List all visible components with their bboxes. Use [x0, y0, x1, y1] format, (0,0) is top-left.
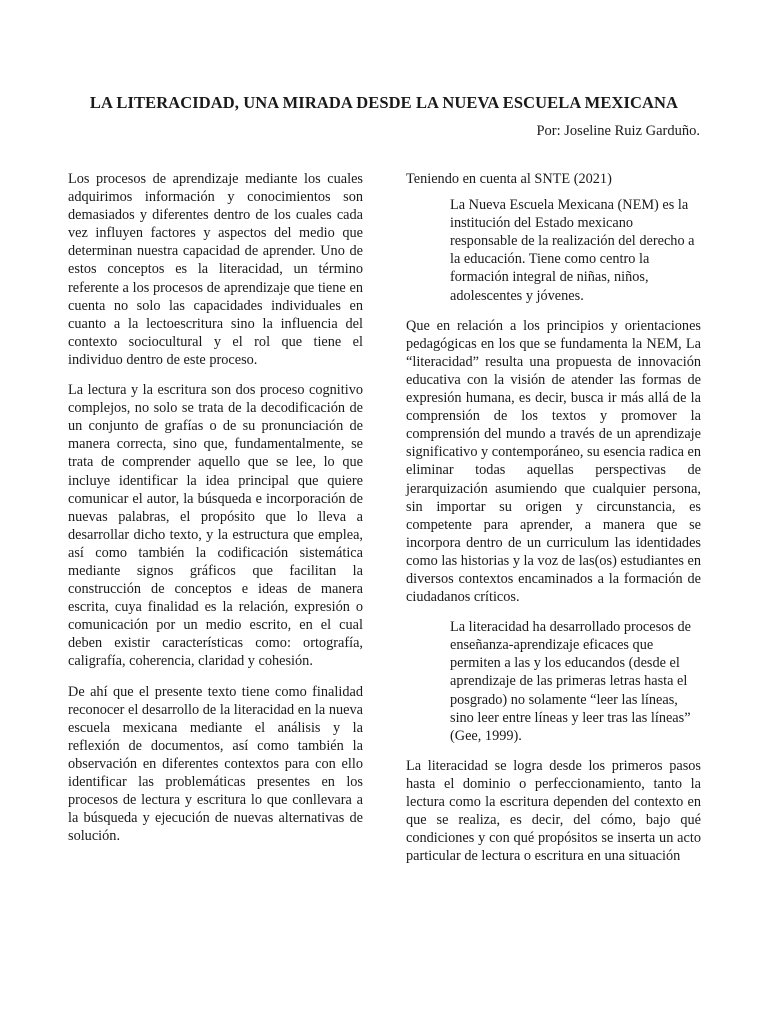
paragraph: La lectura y la escritura son dos proceso cognitivo complejos, no solo se trata de la decodificación de un conjunto de grafías o de su pronunciación de manera correcta, sino que, fundamentalmente, se trata de comprender aquello que se lee, lo que incluye identificar la idea principal que quiere comunicar el autor, la búsqueda e incorporación de nuevas palabras, el propósito que lo lleva a desarrollar dicho texto, y la estructura que emplea, así como también la codificación sistemática mediante signos gráficos que facilitan la construcción de conceptos e ideas de manera escrita, cuya finalidad es la relación, expresión o comunicación por un medio escrito, en el cual deben existir características como: ortografía, caligrafía, coherencia, claridad y cohesión. [68, 382, 363, 670]
right-column [406, 170, 701, 877]
paragraph: Que en relación a los principios y orientaciones pedagógicas en los que se fundamenta la NEM, La “literacidad” resulta una propuesta de innovación educativa con la visión de atender las formas de expresión humana, es decir, busca ir más allá de la comprensión de los textos y promover la comprensión del mundo a través de un aprendizaje significativo y contemporáneo, su esencia radica en eliminar todas aquellas perspectivas de jerarquización asumiendo que cualquier persona, sin importar su origen y circunstancia, es competente para aprender, a manera que se incorpora dentro de un curriculum las identidades como las historias y la voz de las(os) estudiantes en diversos contextos encaminados a la formación de ciudadanos críticos. [406, 317, 701, 606]
block-quote: La literacidad ha desarrollado procesos de enseñanza-aprendizaje eficaces que permiten a las y los educandos (desde el aprendizaje de las primeras letras hasta el posgrado) no solamente “leer las líneas, sino leer entre líneas y leer tras las líneas” (Gee, 1999). [450, 619, 691, 744]
quote-intro: Teniendo en cuenta al SNTE (2021) [406, 171, 612, 187]
paragraph: De ahí que el presente texto tiene como finalidad reconocer el desarrollo de la literacidad en la nueva escuela mexicana mediante el análisis y la reflexión de documentos, así como también la observación en diferentes contextos para con ello identificar las problemáticas presentes en los procesos de lectura y escritura lo que conllevara a la búsqueda y ejecución de nuevas alternativas de solución. [68, 683, 363, 845]
paragraph: La literacidad se logra desde los primeros pasos hasta el dominio o perfeccionamiento, tanto la lectura como la escritura dependen del contexto en que se realiza, es decir, del cómo, bajo qué condiciones y con qué propósitos se inserta un acto particular de lectura o escritura en una situación [406, 757, 701, 865]
paragraph: Los procesos de aprendizaje mediante los cuales adquirimos información y conocimientos son demasiados y diferentes dentro de los cuales cada vez influyen factores y aspectos del medio que determinan nuestra capacidad de aprender. Uno de estos conceptos es la literacidad, un término referente a los procesos de aprendizaje que tiene en cuenta no solo las capacidades individuales en cuanto a la lectoescritura sino la influencia del contexto sociocultural y el rol que tiene el individuo dentro de este proceso. [68, 171, 363, 368]
block-quote: La Nueva Escuela Mexicana (NEM) es la institución del Estado mexicano responsable de la realización del derecho a la educación. Tiene como centro la formación integral de niñas, niños, adolescentes y jóvenes. [450, 197, 695, 304]
author-line: Por: Joseline Ruiz Garduño. [536, 123, 700, 139]
left-column [68, 170, 363, 857]
document-title: LA LITERACIDAD, UNA MIRADA DESDE LA NUEVA ESCUELA MEXICANA [89, 93, 679, 112]
